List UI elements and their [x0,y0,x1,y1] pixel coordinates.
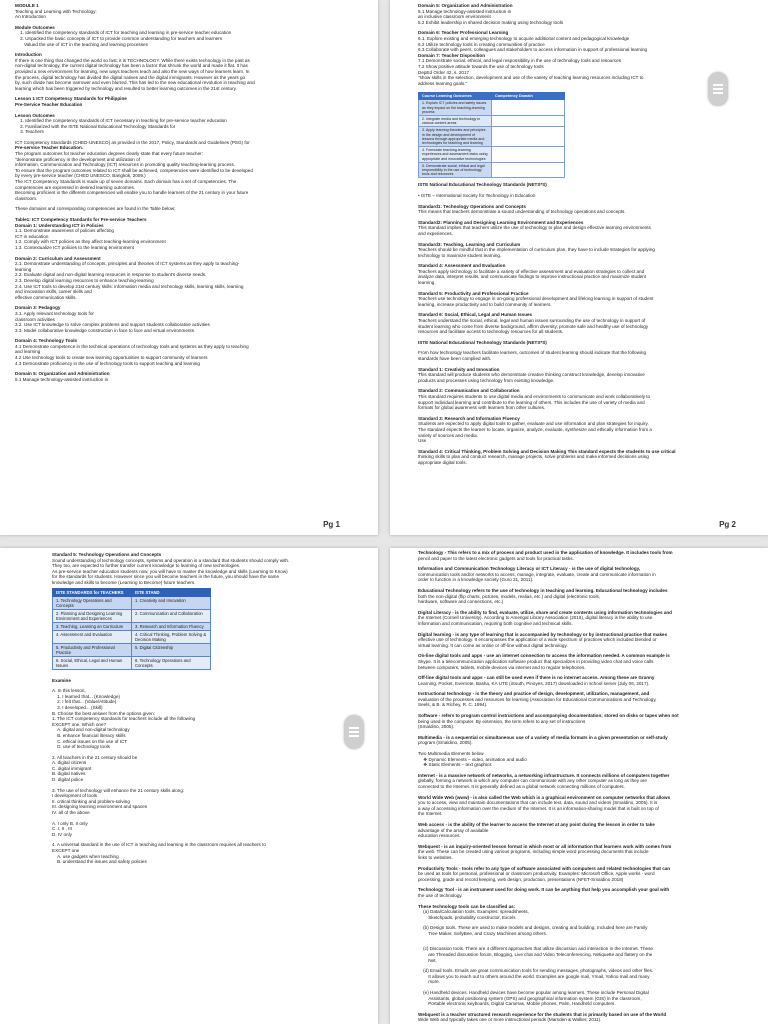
text-line: 3.3. Model collaborative knowledge construction in face to face and virtual environments [15,327,195,333]
text-line: Lesson Outcomes [15,112,55,118]
text-line: Digital learning - is any type of learning that is accompanied by technology or by instructional practice that makes [418,631,668,637]
table-cell: 2. Planning and Designing Learning Environment and Experiences [53,609,132,622]
text-line: B. Choose the best answer from the options given: [52,710,155,716]
text-line: Standard 2: Communication and Collaboration [418,388,520,394]
table-row [53,596,211,609]
text-line: 6.3 Collaborate with peers, colleagues and stakeholders to access information in support of professional learning [418,47,648,53]
text-line: Standard 6: Social, Ethical, Legal and Human Issues [418,312,533,318]
table-cell: 2. Integrate media and technology in various content areas [419,115,492,126]
text-line: This standard implies that teachers utilize the use of technology to plan and design effective learning environments [418,225,651,231]
text-line: technology to maximize student learning. [418,252,502,258]
text-line: competencies are expressed in desired learning outcomes. [15,184,136,190]
text-line: ICT in education [15,233,49,239]
text-line: 2. Familiarized with the ISTE National Educational Technology Standards for [15,123,176,129]
grip-line-icon [349,735,359,737]
page-3-text-bottom [52,678,368,865]
page-number-label: Pg 2 [719,520,736,529]
text-line: a way of accessing information over the medium of the Internet. It is an information-sharing model that is built on top of [418,805,659,811]
text-line: non-digital technology, the current digital technology has been a factor that shrunk the world and made it flat. It has [15,63,248,69]
text-line: To ensure that the program outcomes related to ICT shall be achieved, competencies were identified to be developed [15,167,253,173]
text-line: B. enhance financial literacy skills [52,732,126,738]
text-line: 3. Teachers [15,129,44,135]
scroll-handle[interactable] [708,72,728,106]
text-line: 6.2 Utilize technology tools in creating communities of practice [418,41,545,47]
text-line: Standard 5: Technology Operations and Concepts [52,552,162,557]
text-line: 4. A universal standard in the use of ICT in teaching and learning in the classroom requires all teachers to [52,842,266,848]
text-line: Digital Literacy - is the ability to find, evaluate, utilize, share and create contents using information technologies and [418,609,672,615]
text-line: 2.3. Develop digital learning resources to enhance teaching-learning [15,277,154,283]
text-line: globally, forming a network in which any computer can communicate with any other computer as long as they are [418,778,647,784]
text-line: Tree Maker, SollyBee, and Crazy Machines among others. [418,930,548,936]
text-line: order to function in a knowledge society (Guro 21, 2011). [418,577,534,583]
grip-line-icon [713,92,723,94]
text-line: Sketchpads, probability constructor, Excels [418,914,516,920]
text-line: for the standards for students. However since you will become teachers in the future, you should have the same [52,574,280,580]
text-line: If there is one thing that changed the world so fast, it is TECHNOLOGY. While there exists technology in the past as [15,57,250,63]
text-line: This means that teachers demonstrate a sound understanding of technology operations and concepts. [418,209,626,215]
text-line: Teachers apply technology to facilitate a variety of effective assessment and evaluation strategies to collect and [418,268,645,274]
text-line: EXCEPT one. Which one? [52,721,107,727]
document-page-3 [0,548,378,1024]
page-1-text [15,3,368,382]
text-line: "show skills in the selection, development and use of the variety of teaching learning resources including ICT to [418,75,644,81]
text-line: III. designing learning environment and spaces [52,804,147,810]
text-line: (Smaldino, 2005). [418,724,455,730]
text-line: Teachers use technology to engage in on-going professional development and lifelong learning in support of student [418,296,654,302]
table-row [53,643,211,656]
text-line: Skype. It is a telecommunication application software product that specializes in providing video chat and voice calls [418,658,654,664]
text-line: products and processes using technology from existing knowledge. [418,377,555,383]
table-cell: 4. Formulate teaching-learning experiences and assessment tasks using appropriate and innovative technologies [419,147,492,163]
table-cell: 1. Explain ICT policies and safety issues as they impact on the teaching-learning process [419,100,492,116]
text-line: Becoming proficient in the different competencies will enable you to handle learners of the 21 century in your future [15,190,249,196]
text-line: A. use gadgets when teaching [52,853,119,859]
text-line: 4.3 Demonstrate proficiency in the use of technology tools to support teaching and learning [15,360,200,366]
text-line: II. critical thinking and problem-solving [52,798,130,804]
text-line: 6.1. Explore existing and emerging technology to acquire additional content and pedagogical knowledge [418,35,630,41]
text-line: A. In this lesson, [52,688,86,694]
text-line: analyze data, interpret results, and communicate findings to improve instructional practice and maximize student [418,274,647,280]
text-line: by, such divide has become narrower and even blurred. This has led to the new educational revolution in teaching and [15,80,255,86]
table-cell [492,147,565,163]
table-cell: 2. Communication and Collaboration [132,609,211,622]
table-row [53,630,211,643]
text-line: B. understand the issues and safety policies [52,859,147,865]
text-line: Standard1: Technology Operations and Concepts [418,203,526,209]
table-cell: 5. Digital Citizenship [132,643,211,656]
text-line: 2.4. Use ICT tools to develop 21st century skills: information media and technology skills, learning skills, learning [15,283,244,289]
text-line: education resources. [418,833,461,839]
table-row [419,115,565,126]
text-line: Table1: ICT Competency Standards for Pre-service Teachers [15,217,147,222]
text-line: 1. The ICT competency standards for teachers include all the following [52,716,196,722]
text-line: being used in the computer. By extension, the term refers to any set of instructions [418,718,586,724]
text-line: An Introduction [15,14,46,20]
text-line: effective communication skills. [15,294,77,300]
text-line: the Internet. [418,811,443,817]
text-line: Teachers understand the social, ethical, legal and human issues surrounding the use of technology in support of [418,318,646,324]
text-line: Seels, & B. & Richey, R. C. 1994). [418,702,488,708]
text-line: Portable electronic keyboards, Digital Cameras, Mobile phones, Palm, Handheld computers. [418,1001,616,1007]
text-line: C. digital immigrant [52,765,92,771]
text-line: (c) Discussion tools. There are 4 different approaches that utilize discussion and interaction in the Internet. These [418,946,653,952]
table-cell: 1. Technology Operations and Concepts [53,596,132,609]
text-line: • ISTE – International Society for Technology in Education [418,192,536,198]
text-line: variety of sources and media. [418,432,479,438]
table-row [419,147,565,163]
text-line: Information and Communication Technology Literacy or ICT Literacy - is the use of digital technology, [418,566,641,572]
text-line: Students are expected to apply digital tools to gather, evaluate and use information and plan strategies for inquiry. [418,421,649,427]
iste-standards-table [52,588,211,670]
text-line: appropriate digital tools. [418,459,467,465]
text-line: Domain 4: Technology Tools [15,338,78,344]
table-cell: 1. Creativity and Innovation [132,596,211,609]
text-line: Domain 3: Pedagogy [15,305,61,311]
text-line: 1.3. Contextualize ICT policies to the learning environment [15,244,134,250]
text-line: 1. I learned that... (Knowledge) [52,693,120,699]
text-line: communication tools and/or networks to access, manage, integrate, evaluate, create and communicate information in [418,571,656,577]
text-line: Wide Web and typically takes one or more instructional periods (Marsden & Walker, 2011). [418,1017,602,1023]
grip-line-icon [713,84,723,86]
text-line: 1. Identified the competency standards of ICT for teaching and learning in pre-service teacher education [15,30,232,36]
text-line: 5.1 Manage technology-assisted instruction in [418,8,512,14]
text-line: Examine [52,677,71,683]
text-line: are Threaded discussion forum, Blogging, Live chat and Video Teleconferencing. Netiquette and flattery on the [418,952,653,958]
grip-line-icon [713,88,723,90]
table-cell: 3. Teaching, Learning an Curriculum [53,622,132,630]
text-line: formats for global awareness with learners from other cultures. [418,405,546,411]
text-line: Standard3: Teaching, Learning and Curriculum [418,241,521,247]
table-cell [492,127,565,147]
text-line: (a) Data/Calculation tools. Examples: spreadsheets, [418,909,529,915]
text-line: learning. [418,280,436,286]
text-line: an inclusive classroom environment [418,14,491,20]
text-line: C. I, II , III [52,826,72,832]
text-line: more. [418,979,440,985]
text-line: Sound understanding of technology concepts, systems and operation is a standard that students should comply with. [52,557,290,563]
text-line: Pre-service Teacher Education. [15,145,84,151]
text-line: between computers, tablets, mobile devices via internet and to regular telephones. [418,664,586,670]
text-line: Webquest is a teacher structured research experience for the students that is primarily based on use of the World [418,1011,667,1017]
text-line: advantage of the array of available [418,827,489,833]
table-row [53,622,211,630]
text-line: the use of technology. [418,892,463,898]
text-line: Off-line digital tools and apps - can still be used even if there is no internet access. Among these are Granny [418,675,655,681]
table-header: ISTE STAND [132,588,211,596]
text-line: MODULE 1 [15,3,39,8]
text-line: both the non-digital (flip charts, pictures, models, realias, etc.) and digital (electronic tools, [418,593,601,599]
table-cell: 3. Apply learning theories and principles in the design and development of lessons through appropriate media and technologies for teaching and learning [419,127,492,147]
text-line: This standard requires students to use digital media and environments to communicate and work collaboratively to [418,393,651,399]
text-line: and innovation skills, career skills and [15,289,92,295]
text-line: These domains and corresponding competencies are found in the Table below: [15,206,176,212]
text-line: and experiences. [418,230,453,236]
text-line: ❖ Static Elements – text graphics [418,762,492,768]
text-line: links to websites. [418,854,453,860]
text-line: information and communication, requiring both cognitive and technical skills. [418,620,573,626]
text-line: the web. These can be created using various programs, including simple word processing documents that include [418,849,649,855]
text-line: A. digital and non-digital technology [52,727,130,733]
text-line: the Internet (Cornell University). According to Amerigal Library Association (2016), digital literacy is the ability to use [418,615,653,621]
table-cell: 4. Critical Thinking, Problem Solving & Decision Making [132,630,211,643]
text-line: Standard 1: Creativity and Innovation [418,366,500,372]
text-line: 3.2. Use ICT knowledge to solve complex problems and support students collaborative activities [15,322,210,328]
text-line: The program outcomes for teacher education degrees clearly state that every future teacher: [15,151,203,157]
text-line: 7.1 Demonstrate social, ethical, and legal responsibility in the use of technology tools and resources [418,58,622,64]
text-line: 1.1. Demonstrate awareness of policies affecting [15,228,114,234]
page-number-label: Pg 1 [323,520,340,529]
text-line: 3. I developed... (Skill) [52,704,103,710]
text-line: the process, digital technology has divided the digital natives and the digital immigrants. However as the years go [15,74,246,80]
table-cell: 5. Demonstrate social, ethical and legal responsibility in the use of technology tools and resources [419,162,492,178]
text-line: Web access - is the ability of the learner to access the Internet at any point during the lesson in order to take [418,821,655,827]
document-page-1 [0,0,378,535]
text-line: Use [418,438,427,444]
text-line: information, Communication and Technology (ICT) resources in promoting quality teaching-learning process. [15,162,236,168]
text-line: evaluation of the processes and resources for learning (Association for Educational Communications and Technology, [418,696,657,702]
text-line: 3. The use of technology will enhance the 21 century skills along: [52,787,185,793]
scroll-handle[interactable] [344,715,364,749]
text-line: Instructional technology - is the theory and practice of design, development, utilization, management, and [418,691,650,697]
text-line: Introduction [15,52,42,58]
text-line: I development of tools [52,793,97,799]
text-line: 2. All teachers in the 21 century should be [52,754,138,760]
text-line: knowledge and skills to become (Learning to Become) future teachers. [52,579,196,585]
table-cell [492,115,565,126]
text-line: program (Smaldino, 2005). [418,740,473,746]
text-line: Net. [418,957,437,963]
text-line: Learning, Pocket, Evernote, Basha, KA UTE (iSouth, Pinoyes, 2017) downloaded in school server (July 06, 2017). [418,680,650,686]
text-line: virtual learning. It can come as online or off-line without digital technology. [418,642,568,648]
text-line: (d) Email tools. Emails are great communication tools for sending messages, photographs, videos and other files. [418,968,654,974]
text-line: you to access, view and maintain documentations that can include text, data, sound and videos (Smaldino, 2005). It is [418,800,658,806]
text-line: From how technology teachers facilitate learners, outcomes of student learning should indicate that the following [418,350,647,356]
text-line: 4.2 Use technology tools to create new learning opportunities to support community of learners [15,355,208,361]
text-line: Productivity Tools - tools refer to any type of software associated with computers and related technologies that can [418,865,671,871]
text-line: 2. I felt that... (Value/Attitude) [52,699,117,705]
text-line: Educational Technology refers to the use of technology in teaching and learning. Educational technology includes [418,587,668,593]
text-line: Domain 5: Organization and Administration [15,371,110,377]
text-line: A. digital citizens [52,760,87,766]
table-cell [492,100,565,116]
text-line: learning [15,266,32,272]
table-row [419,127,565,147]
text-line: EXCEPT one [52,848,80,853]
text-line: 7.2 Show positive attitude towards the use of technology tools [418,63,544,69]
text-line: and learning [15,349,41,355]
text-line: 2.2. Evaluate digital and non-digital learning resources in response to student's diverse needs. [15,272,207,278]
page-3-text-top [52,552,368,586]
text-line: DepEd Order 42, s. 2017 [418,69,470,75]
text-line: Domain 6: Teacher Professional Learning [418,30,509,36]
text-line: Standard 3: Research and Information Fluency [418,415,520,421]
text-line: Domain 7: Teacher Disposition [418,52,486,58]
text-line: hardware, software and connections, etc.) [418,599,504,605]
page-4-text [418,550,760,1023]
text-line: 4.1 Demonstrate competence in the technical operations of technology tools and systems as they apply to teaching [15,343,249,349]
text-line: 2. Unpacked the basic concepts of ICT to provide common understanding for teachers and learners [15,35,223,41]
table-cell: 3. Research and Information Fluency [132,622,211,630]
text-line: (b) Design tools. These are used to make models and designs, creating and building. Included here are Family [418,925,648,931]
outcomes-competency-table [418,92,565,178]
text-line: Internet - is a massive network of networks, a networking infrastructure. It connects millions of computers together [418,772,670,778]
text-line: 5.1 Manage technology-assisted instruction in [15,376,109,382]
text-line: Technology - This refers to a mix of process and product used in the application of knowledge. It includes tools from [418,550,673,555]
text-line: Domain 1: Understanding ICT in Policies [15,222,104,228]
text-line: C. ethical issues on the use of ICT [52,738,128,744]
text-line: The standard expects the learner to locate, organize, analyze, evaluate, synthesize and ethically information from a [418,426,652,432]
text-line: learning, increase productivity and to build community of learners. [418,301,552,307]
table-cell: 4. Assessment and Evaluation [53,630,132,643]
page-2-text-bottom [418,182,756,465]
text-line: Two Multimedia Elements below [418,751,484,757]
grip-line-icon [349,731,359,733]
text-line: Standard 4: Critical Thinking, Problem Solving and Decision Making This standard expects the students to use critical [418,448,676,454]
table-row [53,656,211,669]
text-line: Module Outcomes [15,24,55,30]
text-line: learning which has been triggered by technology and resulted to better learning outcomes in the 21st century. [15,85,237,91]
text-line: be used as tools for personal, professional or classroom productivity. Examples: Microsoft Office, Apple works - word [418,871,655,877]
text-line: 3.1. Apply relevant technology tools for [15,310,94,316]
text-line: standards have been complied with. [418,356,492,362]
text-line: effective use of technology. It encompasses the application of a wide spectrum of practices which included blended or [418,637,657,643]
text-line: ISTE National Educational Technology Standards (NETS*S) [418,182,547,188]
grip-line-icon [349,727,359,729]
text-line: Software - refers to program control instructions and accompanying documentation; stored on disks or tapes when not [418,713,679,719]
table-cell: 5. Productivity and Professional Practice [53,643,132,656]
text-line: Pre-Service Teacher Education [15,101,83,107]
text-line: D. IV only [52,831,72,837]
text-line: On-line digital tools and apps - use an internet connection to access the information needed. A common example is [418,653,670,659]
text-line: support individual learning and contribute to the learning of others. This includes the use of variety of media and [418,399,645,405]
text-line: ❖ Dynamic Elements – video, animation and audio [418,756,527,762]
text-line: processing, grade and record keeping, web design, production, presentations (NFET-Smaldino 2018) [418,876,624,882]
text-line: The ICT Competency Standards is made up of seven domains. Each domain has a set of competencies. The [15,179,237,185]
text-line: student learning who come from diverse background, affirm diversity, promote safe and healthy use of technology [418,323,649,329]
text-line: Domain 2: Curriculum and Assessment [15,255,101,261]
text-line: Multimedia - is a sequential or simultaneous use of a variety of media formats in a given presentation or self-study [418,734,668,740]
text-line: Standard 4: Assessment and Evaluation [418,263,506,269]
table-header: Course Learning Outcomes [419,93,492,100]
text-line: Lesson 1 ICT Competency Standards for Philippine [15,96,127,102]
text-line: "demonstrate proficiency in the development and utilization of [15,156,140,162]
text-line: B. digital natives [52,771,86,777]
text-line: These technology tools can be classified as: [418,903,516,909]
text-line: Valued the use of ICT in the teaching and learning processes [15,41,148,47]
text-line: classroom activities [15,316,55,322]
table-cell: 6. Social, Ethical, Legal and Human Issues [53,656,132,669]
text-line: provided a new environment for learning, new ways teachers teach and also the new ways of how learners learn. In [15,68,250,74]
text-line: 1.2. Comply with ICT policies as they affect teaching-learning environment [15,239,166,245]
text-line: Standard2: Planning and Designing Learning Environment and Experiences [418,219,584,225]
text-line: Assistants, global positioning system (GPS) and geographical information system (GIS) in the classroom, [418,995,642,1001]
text-line: ICT Competency Standards (CHED-UNESCO) as provided in the 2017, Policy, Standards and Guidelines (PSG) for [15,139,250,145]
text-line: Teaching and Learning with Technology: [15,8,97,14]
table-row [53,609,211,622]
text-line: World Wide Web (www) - is also called the Web which is a graphical environment on computer networks that allows [418,794,671,800]
text-line: by every pre-service teacher (CHED UNESCO, Bangkok, 2009.) [15,173,146,179]
text-line: D. digital police [52,777,84,783]
text-line: IV. all of the above [52,810,90,816]
document-page-4 [390,548,768,1024]
text-line: thinking skills to plan and conduct research, manage projects, solve problems and make informed decisions using [418,454,649,460]
text-line: A. I only B. II only [52,820,88,826]
text-line: This standard will produce students who demonstrate creative thinking construct knowledge, develop innovative [418,372,645,378]
text-line: 1. Identified the competency standards of ICT necessary in teaching for pre-service teacher education [15,118,227,124]
text-line: ISTE National Educational Technology Standards (NETS*S) [418,339,547,345]
text-line: They too, are expected to further transfer current knowledge to learning of new technologies. [52,563,241,569]
text-line: Webquest - is an inquiry-oriented lesson format in which most or all information that learners work with comes from [418,843,672,849]
text-line: pencil and paper to the latest electronic gadgets and tools for practical tasks. [418,555,574,561]
table-row [419,162,565,178]
text-line: Teachers should be mindful that in the implementation of curriculum plan, they have to include strategies for applying [418,247,655,253]
text-line: Standard 5: Productivity and Professional Practice [418,290,529,296]
table-cell [492,162,565,178]
table-header: ISTE STANDARDS for TEACHERS [53,588,132,596]
table-row [419,100,565,116]
table-cell: 6. Technology Operations and Concepts [132,656,211,669]
page-2-text-top [418,3,756,86]
text-line: resources and facilitate access to technology resources for all students. [418,329,564,335]
text-line: Technology Tool - is an instrument used for doing work. It can be anything that help you accomplish your goal with [418,887,670,893]
table-header: Competency Domain [492,93,565,100]
text-line: Domain 5: Organization and Administration [418,3,513,8]
text-line: classroom. [15,195,38,201]
text-line: As pre-service teacher education students now, you will have to master the knowledge and skills (Learning to Know) [52,568,288,574]
text-line: 2.1. Demonstrate understanding of concepts, principles and theories of ICT systems as they apply to teaching- [15,261,240,267]
text-line: 5.2 Exhibit leadership in shared decision making using technology tools [418,19,564,25]
text-line: address learning goals." [418,80,468,86]
text-line: (e) Handheld devices. Handheld devices have become popular among learners. These include Personal Digital [418,990,649,996]
text-line: D. use of technology tools [52,744,110,750]
text-line: It allows you to reach out to others around the world. Examples are google mail, Ymail, Yahoo mail and many [418,973,650,979]
text-line: connected to the Internet. It is generally defined as a global network connecting millions of computers. [418,784,625,789]
